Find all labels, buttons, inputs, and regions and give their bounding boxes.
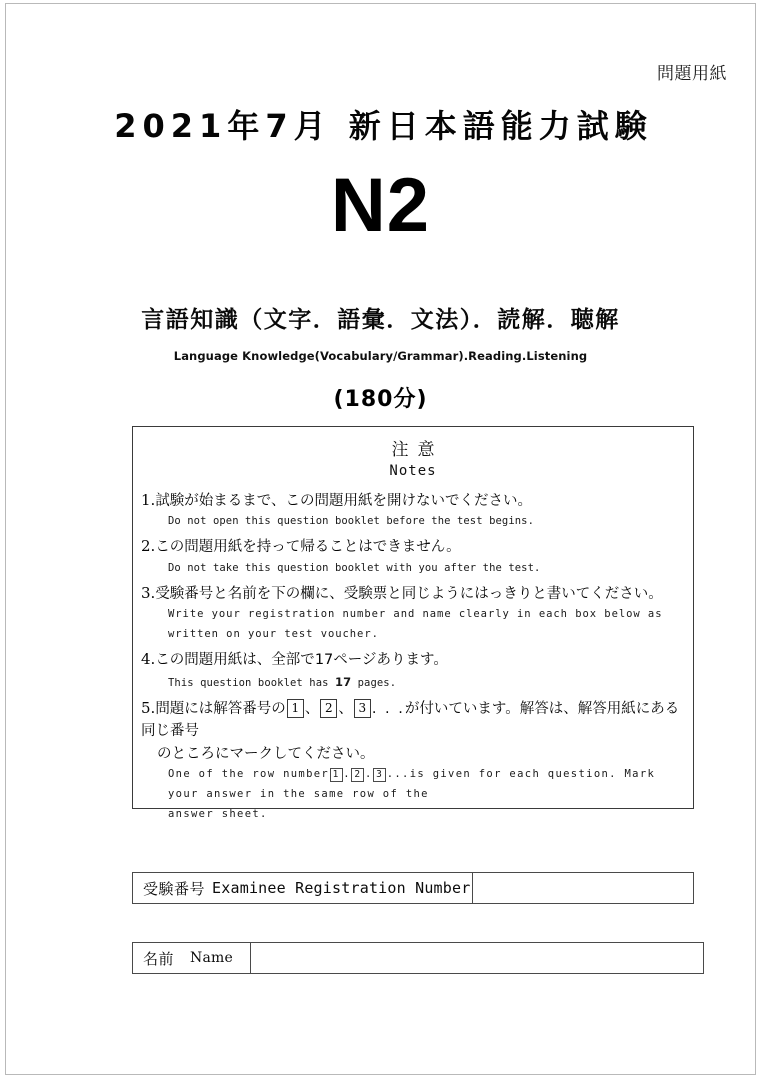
note-english	[168, 672, 683, 694]
answer-number-box-3: 3	[354, 699, 371, 718]
note-english-dot-1: .	[343, 767, 351, 780]
note-english-line2: answer sheet.	[168, 807, 268, 820]
note-japanese	[141, 535, 683, 558]
note-number: 4.	[141, 650, 156, 669]
note-ellipsis: . . .	[371, 700, 405, 717]
notes-box	[132, 426, 694, 820]
examinee-registration-number-row	[132, 872, 694, 904]
note-english: Write your registration number and name clearly in each box below as written on your test voucher.	[168, 608, 663, 641]
registration-label-english: Examinee Registration Number	[212, 879, 471, 897]
note-japanese	[141, 582, 683, 605]
answer-number-box-1: 1	[287, 699, 304, 718]
name-label-english: Name	[190, 950, 233, 966]
note-japanese-before: 問題には解答番号の	[155, 700, 286, 717]
note-item	[141, 697, 683, 825]
exam-level-code: N2	[330, 163, 431, 248]
note-english	[168, 765, 683, 805]
examinee-name-row	[132, 942, 704, 974]
name-label-japanese: 名前	[143, 949, 175, 968]
note-japanese-text-after: ページあります。	[333, 652, 448, 669]
subject-title-japanese: 言語知識（文字．語彙．文法）．読解．聴解	[141, 307, 620, 333]
note-item	[141, 648, 683, 693]
registration-label-japanese: 受験番号	[143, 879, 206, 898]
note-number: 2.	[141, 537, 156, 556]
notes-title-english: Notes	[389, 463, 437, 479]
note-english-before: This question booklet has	[168, 676, 329, 689]
answer-number-box-english-3: 3	[373, 768, 386, 783]
answer-number-box-2: 2	[320, 699, 337, 718]
answer-number-box-english-2: 2	[351, 768, 364, 783]
note-japanese	[141, 697, 683, 743]
page-title: 2021年7月 新日本語能力試験	[114, 107, 653, 145]
name-input[interactable]	[251, 943, 703, 973]
note-separator-2: 、	[338, 700, 353, 717]
exam-duration: (180分)	[333, 387, 428, 412]
notes-list	[133, 489, 693, 825]
name-label	[133, 943, 251, 973]
answer-number-box-english-1: 1	[330, 768, 343, 783]
note-english-dot-2: .	[364, 767, 373, 780]
note-english-before: One of the row number	[168, 767, 330, 780]
note-item	[141, 535, 683, 578]
note-english: Do not take this question booklet with you after the test.	[168, 561, 541, 574]
note-japanese-after: が付いています。解答は、解答用紙にある同じ番号	[141, 700, 680, 740]
booklet-type-label: 問題用紙	[657, 64, 727, 84]
subject-title-english: Language Knowledge(Vocabulary/Grammar).Reading.Listening	[173, 349, 588, 363]
note-japanese	[141, 648, 683, 671]
note-separator-1: 、	[304, 700, 320, 717]
registration-number-label	[133, 873, 473, 903]
note-item	[141, 489, 683, 532]
note-japanese	[141, 489, 683, 512]
note-english-mid: ...is given for each question. Mark your answer in the same row of the	[168, 767, 656, 800]
note-japanese-text: 受験番号と名前を下の欄に、受験票と同じようにはっきりと書いてください。	[155, 585, 663, 602]
note-number: 3.	[141, 583, 156, 602]
note-item	[141, 582, 683, 645]
note-japanese-text-before: この問題用紙は、全部で	[155, 652, 315, 669]
note-japanese-line2: のところにマークしてください。	[157, 745, 375, 762]
note-number: 5.	[141, 698, 156, 717]
exam-cover-page	[5, 3, 756, 1075]
notes-title-japanese: 注意	[391, 440, 444, 460]
note-page-count: 17	[314, 652, 334, 669]
note-number: 1.	[141, 491, 156, 509]
note-english-after: pages.	[357, 676, 397, 689]
note-japanese-text: 試験が始まるまで、この問題用紙を開けないでください。	[155, 493, 533, 509]
note-page-count-english: 17	[334, 674, 352, 689]
registration-number-input[interactable]	[473, 873, 693, 903]
note-japanese-text: この問題用紙を持って帰ることはできません。	[155, 539, 461, 556]
note-english: Do not open this question booklet before the test begins.	[168, 515, 535, 528]
